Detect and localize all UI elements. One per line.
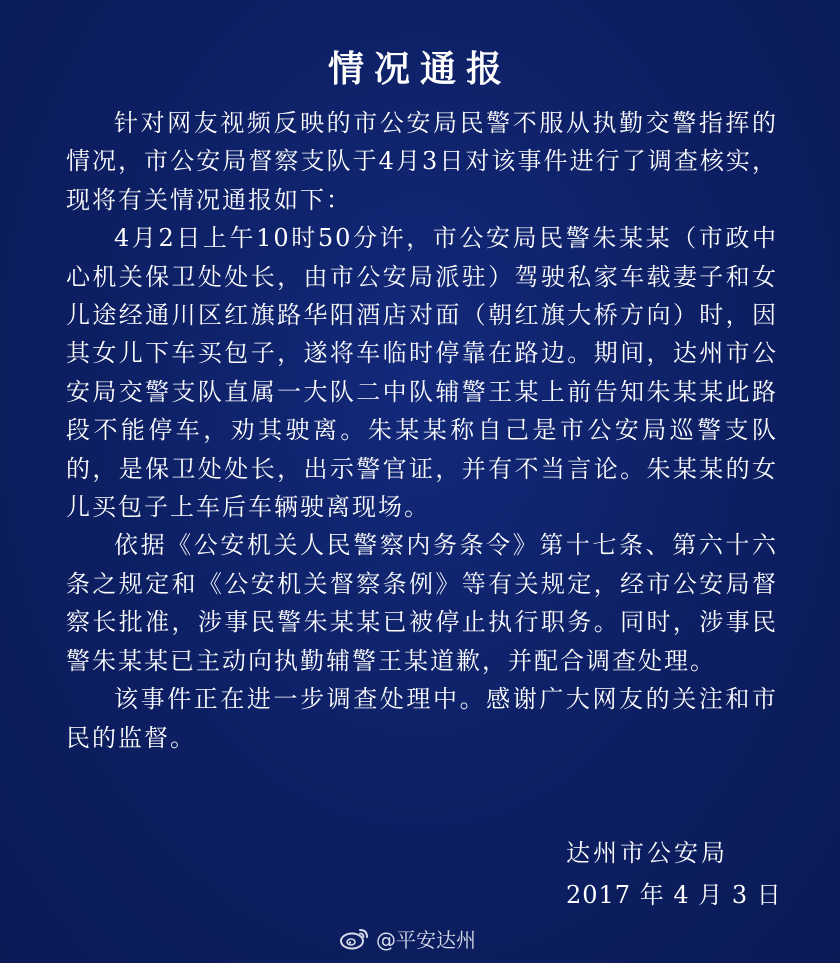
paragraph-closing: 该事件正在进一步调查处理中。感谢广大网友的关注和市民的监督。 bbox=[66, 685, 778, 752]
notice-title: 情况通报 bbox=[327, 49, 512, 90]
paragraph-intro: 针对网友视频反映的市公安局民警不服从执勤交警指挥的情况，市公安局督察支队于4月3日对该事件进行了调查核实，现将有关情况通报如下： bbox=[66, 109, 778, 214]
paragraph-action: 依据《公安机关人民警察内务条令》第十七条、第六十六条之规定和《公安机关督察条例》等有关规定，经市公安局督察长批准，涉事民警朱某某已被停止执行职务。同时，涉事民警朱某某已主动向执勤辅警王某道歉，并配合调查处理。 bbox=[66, 531, 778, 675]
weibo-icon bbox=[340, 926, 370, 950]
signature-org: 达州市公安局 bbox=[566, 839, 728, 867]
paragraph-incident: 4月2日上午10时50分许，市公安局民警朱某某（市政中心机关保卫处处长，由市公安局派驻）驾驶私家车载妻子和女儿途经通川区红旗路华阳酒店对面（朝红旗大桥方向）时，因其女儿下车买包子，遂将车临时停靠在路边。期间，达州市公安局交警支队直属一大队二中队辅警王某上前告知朱某某此路段不能停车，劝其驶离。朱某某称自己是市公安局巡警支队的，是保卫处处长，出示警官证，并有不当言论。朱某某的女儿买包子上车后车辆驶离现场。 bbox=[66, 224, 778, 522]
watermark-text: @平安达州 bbox=[376, 927, 476, 952]
notice-body bbox=[66, 104, 778, 757]
signature-date: 2017 年 4 月 3 日 bbox=[566, 881, 782, 909]
weibo-watermark bbox=[340, 920, 476, 956]
